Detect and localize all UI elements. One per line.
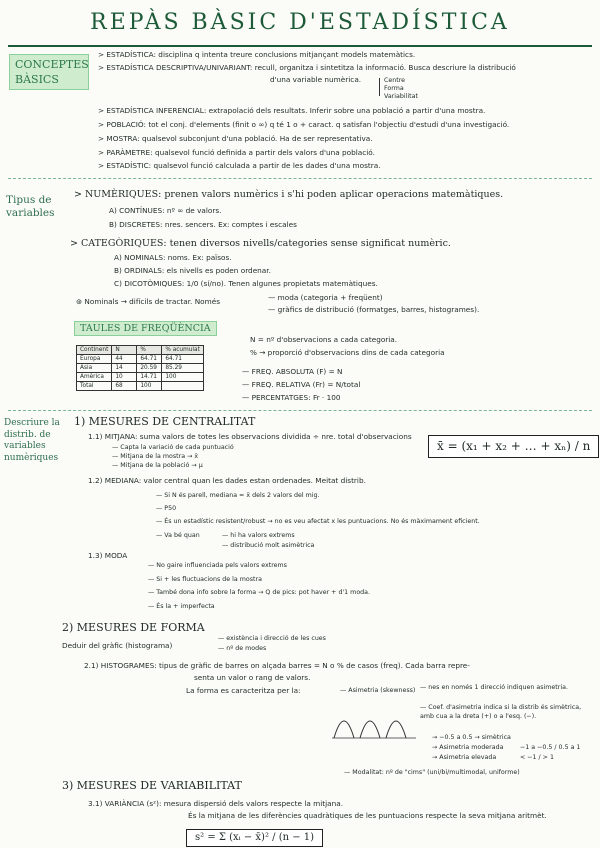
table-cell: 14 <box>112 364 137 373</box>
moda-note: — moda (categoria + freqüent) <box>268 293 383 302</box>
mediana-note: — Va bé quan <box>156 532 200 539</box>
section-label-conceptes: CONCEPTES BÀSICS <box>9 54 89 90</box>
section-divider <box>8 410 592 411</box>
moda-item: — Si + les fluctuacions de la mostra <box>148 576 262 583</box>
mitjana-formula: x̄ = (x₁ + x₂ + … + xₙ) / n <box>428 435 599 458</box>
mitjana-note: — Mitjana de la mostra → x̄ <box>112 453 199 460</box>
forma-deduir: Deduir del gràfic (histograma) <box>62 641 173 650</box>
frequency-table <box>76 345 204 391</box>
bracket <box>379 78 384 96</box>
n-definition: N = nº d'observacions a cada categoria. <box>250 335 398 344</box>
variancia-def: 3.1) VARIÀNCIA (s²): mesura dispersió dels valors respecte la mitjana. <box>88 799 344 808</box>
histogrames-def: 2.1) HISTOGRAMES: tipus de gràfic de barres on alçada barres = N o % de casos (freq). Cada barra repre- <box>84 661 470 670</box>
mitjana-note: — Mitjana de la població → μ <box>112 462 203 469</box>
va-be-item: — distribució molt asimètrica <box>222 542 315 549</box>
table-cell: 100 <box>137 382 162 391</box>
moda-item: — També dona info sobre la forma → Q de pics: pot haver + d'1 moda. <box>148 589 371 596</box>
concept-inferencial: > ESTADÍSTICA INFERENCIAL: extrapolació dels resultats. Inferir sobre una població a partir d'una mostra. <box>98 106 486 115</box>
forma-deduir-item: — existència i direcció de les cues <box>218 635 326 642</box>
var-continues: A) CONTÍNUES: nº ∞ de valors. <box>109 206 222 215</box>
centralitat-heading: 1) MESURES DE CENTRALITAT <box>74 415 256 428</box>
page-title: REPÀS BÀSIC D'ESTADÍSTICA <box>90 10 510 35</box>
concept-mostra: > MOSTRA: qualsevol subconjunt d'una població. Ha de ser representativa. <box>98 134 373 143</box>
coef-moderada: → Asimetria moderada <box>432 744 504 751</box>
var-nominals: A) NOMINALS: noms. Ex: països. <box>114 253 232 262</box>
mediana-note: — Si N és parell, mediana = x̄ dels 2 valors del mig. <box>156 492 320 499</box>
table-cell: 44 <box>112 355 137 364</box>
table-header: Continent <box>77 346 112 355</box>
taules-heading: TAULES DE FREQÜÈNCIA <box>74 321 217 336</box>
table-cell: 64.71 <box>137 355 162 364</box>
section-label-tipus: Tipus de variables <box>6 194 55 219</box>
forma-caracteritza: La forma es caracteritza per la: <box>186 686 301 695</box>
moda-item: — És la + imperfecta <box>148 603 215 610</box>
descriptiva-item: Centre <box>384 77 406 84</box>
moda-item: — No gaire influenciada pels valors extrems <box>148 562 287 569</box>
va-be-item: — hi ha valors extrems <box>222 532 295 539</box>
coef-simetrica: → −0.5 a 0.5 → simètrica <box>432 734 511 741</box>
table-cell: Europa <box>77 355 112 364</box>
table-header: N <box>112 346 137 355</box>
table-cell: 64.71 <box>162 355 204 364</box>
table-cell: 20.59 <box>137 364 162 373</box>
variabilitat-heading: 3) MESURES DE VARIABILITAT <box>62 779 242 792</box>
section-label-descriure: Descriure la distrib. de variables numèriques <box>4 418 60 463</box>
coef-elevada-vals: < −1 / > 1 <box>520 754 554 761</box>
var-dicotomiques: C) DICOTÒMIQUES: 1/0 (sí/no). Tenen algunes propietats matemàtiques. <box>114 279 378 288</box>
table-cell: 68 <box>112 382 137 391</box>
table-row <box>77 355 204 364</box>
var-discretes: B) DISCRETES: nres. sencers. Ex: comptes i escales <box>109 220 297 229</box>
moda-heading: 1.3) MODA <box>88 551 128 560</box>
mitjana-note: — Capta la variació de cada puntuació <box>112 444 234 451</box>
variancia-formula: s² = Σ (xᵢ − x̄)² / (n − 1) <box>186 829 323 847</box>
coef-elevada: → Asimetria elevada <box>432 754 497 761</box>
mediana-note: — P50 <box>156 505 177 512</box>
table-cell <box>162 382 204 391</box>
var-ordinals: B) ORDINALS: els nivells es poden ordenar. <box>114 266 271 275</box>
table-header: % <box>137 346 162 355</box>
var-categoriques: > CATEGÒRIQUES: tenen diversos nivells/categories sense significat numèric. <box>70 238 451 249</box>
coef-asimetria: — Coef. d'asimetria indica si la distrib és simètrica, amb cua a la dreta (+) o a l'esq. (−). <box>420 704 582 720</box>
modalitat: — Modalitat: nº de "cims" (uni/bi/multimodal, uniforme) <box>344 769 520 776</box>
section-divider <box>8 178 592 179</box>
concept-poblacio: > POBLACIÓ: tot el conj. d'elements (finit o ∞) q té 1 o + caract. q satisfan l'objectiu d'estudi d'una investigació. <box>98 120 510 129</box>
table-cell: 100 <box>162 373 204 382</box>
table-cell: 10 <box>112 373 137 382</box>
concept-parametre: > PARÀMETRE: qualsevol funció definida a partir dels valors d'una població. <box>98 148 375 157</box>
coef-moderada-vals: −1 a −0.5 / 0.5 a 1 <box>520 744 581 751</box>
skew-curves-sketch <box>330 698 420 744</box>
table-row <box>77 373 204 382</box>
table-cell: 85.29 <box>162 364 204 373</box>
pct-definition: % → proporció d'observacions dins de cada categoria <box>250 348 445 357</box>
mediana-def: 1.2) MEDIANA: valor central quan les dades estan ordenades. Meitat distrib. <box>88 476 366 485</box>
concept-estadistic: > ESTADÍSTIC: qualsevol funció calculada a partir de les dades d'una mostra. <box>98 161 381 170</box>
asimetria: — Asimetria (skewness) <box>340 687 416 694</box>
freq-relativa: — FREQ. RELATIVA (Fr) = N/total <box>242 380 361 389</box>
percentatges: — PERCENTATGES: Fr · 100 <box>242 393 341 402</box>
var-numeriques: > NUMÈRIQUES: prenen valors numèrics i s'hi poden aplicar operacions matemàtiques. <box>74 189 504 200</box>
concept-descriptiva: > ESTADÍSTICA DESCRIPTIVA/UNIVARIANT: recull, organitza i sintetitza la informació. Busca descriure la distribució <box>98 63 516 72</box>
nominals-note: ⊛ Nominals → difícils de tractar. Només <box>76 297 221 306</box>
table-row <box>77 364 204 373</box>
histogrames-def-cont: senta un valor o rang de valors. <box>194 673 311 682</box>
table-cell: Àsia <box>77 364 112 373</box>
concept-descriptiva-cont: d'una variable numèrica. <box>270 75 362 84</box>
mitjana-def: 1.1) MITJANA: suma valors de totes les observacions dividida ÷ nre. total d'observacions <box>88 432 412 441</box>
freq-absoluta: — FREQ. ABSOLUTA (F) = N <box>242 367 343 376</box>
table-row <box>77 382 204 391</box>
grafic-note: — gràfics de distribució (formatges, barres, histogrames). <box>268 305 480 314</box>
table-cell: 14.71 <box>137 373 162 382</box>
variancia-def-cont: És la mitjana de les diferències quadràtiques de les puntuacions respecte la seva mitjana aritmèt. <box>188 811 547 820</box>
asimetria-desc: — nes en només 1 direcció indiquen asimetria. <box>420 684 568 691</box>
descriptiva-item: Variabilitat <box>384 93 418 100</box>
mediana-note: — És un estadístic resistent/robust → no es veu afectat x les puntuacions. No és màximament eficient. <box>156 518 480 525</box>
forma-deduir-item: — nº de modes <box>218 645 267 652</box>
table-cell: Amèrica <box>77 373 112 382</box>
table-header: % acumulat <box>162 346 204 355</box>
concept-estadistica: > ESTADÍSTICA: disciplina q intenta treure conclusions mitjançant models matemàtics. <box>98 50 416 59</box>
forma-heading: 2) MESURES DE FORMA <box>62 621 205 634</box>
table-cell: Total <box>77 382 112 391</box>
descriptiva-item: Forma <box>384 85 404 92</box>
title-underline <box>8 45 592 47</box>
